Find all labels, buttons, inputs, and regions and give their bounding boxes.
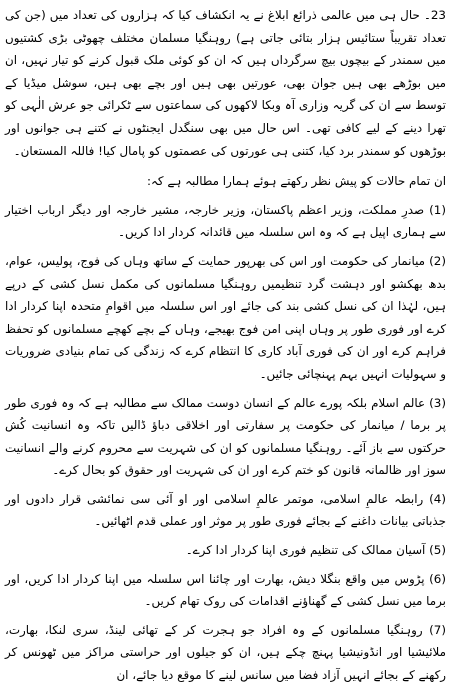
demand-item-7: (7) روہنگیا مسلمانوں کے وہ افراد جو ہجرت کر کے تھائی لینڈ، سری لنکا، بھارت، ملائیشیا اور انڈونیشیا پہنچ چکے ہیں، ان کو جیلوں اور حراستی مراکز میں ٹھونس کر رکھنے کے بجائے انہیں آزاد فضا میں سانس لینے کا موقع دیا جائے، ان bbox=[5, 622, 446, 683]
demand-item-5: (5) آسیان ممالک کی تنظیم فوری اپنا کردار ادا کرے۔ bbox=[185, 543, 446, 558]
paragraph-gap bbox=[5, 162, 446, 170]
paragraph-23-background: 23۔ حال ہی میں عالمی ذرائع ابلاغ نے یہ انکشاف کیا کہ ہزاروں کی تعداد میں (جن کی تعداد تقریباً ستائیس ہزار بتائی جاتی ہے) روہنگیا مسلمان مختلف چھوٹی بڑی کشتیوں میں سمندر کے بیچوں بیچ سرگرداں ہیں کہ ان کو کوئی ملک قبول کرنے کو تیار نہیں، ان میں بوڑھے بھی ہیں جوان بھی، عورتیں بھی ہیں اور بچے بھی ہیں، سوشل میڈیا کے توسط سے ان کی گریہ وزاری آہ وبکا لاکھوں کی سماعتوں سے ٹکرائی جو عرش الٰہی کو تھرا دینے کے لیے کافی تھی۔ اس حال میں بھی سنگدل ایجنٹوں نے کتنے ہی جوانوں اور بوڑھوں کو سمندر برد کیا، کتنی ہی عورتوں کی عصمتوں کو پامال کیا! فاللہ المستعان۔ bbox=[5, 8, 446, 158]
demand-item-1: (1) صدرِ مملکت، وزیر اعظم پاکستان، وزیر خارجہ، مشیر خارجہ اور دیگر ارباب اختیار سے ہماری اپیل ہے کہ وہ اس سلسلہ میں قائدانہ کردار ادا کریں۔ bbox=[5, 202, 446, 240]
demands-intro: ان تمام حالات کو پیش نظر رکھتے ہوئے ہمارا مطالبہ ہے کہ: bbox=[146, 174, 446, 189]
demand-item-6: (6) پڑوس میں واقع بنگلا دیش، بھارت اور چائنا اس سلسلہ میں اپنا کردار ادا کریں، اور برما میں نسل کشی کے گھناؤنے اقدامات کی روک تھام کریں۔ bbox=[5, 571, 446, 609]
demand-item-2: (2) میانمار کی حکومت اور اس کی بھرپور حمایت کے ساتھ وہاں کی فوج، پولیس، عوام، بدھ بھکشو اور دہشت گرد تنظیمیں روہنگیا مسلمانوں کی مکمل نسل کشی کے درپے ہیں، لہٰذا ان کی نسل کشی بند کی جائے اور اس سلسلہ میں اقوامِ متحدہ اپنا کردار ادا کرے اور فوری طور پر وہاں اپنی امن فوج بھیجے، وہاں کے بچے کھچے مسلمانوں کو تحفظ فراہم کرے اور ان کی فوری آباد کاری کا انتظام کرے کہ زندگی کی تمام بنیادی ضروریات و سہولیات انہیں بہم پہنچائی جائیں۔ bbox=[5, 253, 446, 381]
demand-item-3: (3) عالم اسلام بلکہ پورے عالم کے انسان دوست ممالک سے مطالبہ ہے کہ وہ فوری طور پر برما / میانمار کی حکومت پر سفارتی اور اخلاقی دباؤ ڈالیں تاکہ وہ انسانیت کُش حرکتوں سے باز آئے۔ روہنگیا مسلمانوں کو ان کی شہریت سے محروم کرنے والے انسانیت سوز اور ظالمانہ قانون کو ختم کرے اور ان کی شہریت اور حقوق کو بحال کرے۔ bbox=[5, 395, 446, 478]
demand-item-4: (4) رابطہ عالمِ اسلامی، موتمر عالمِ اسلامی اور او آئی سی نمائشی قرار دادوں اور جذباتی بیانات داغنے کے بجائے فوری طور پر موثر اور عملی قدم اٹھائیں۔ bbox=[5, 491, 446, 529]
